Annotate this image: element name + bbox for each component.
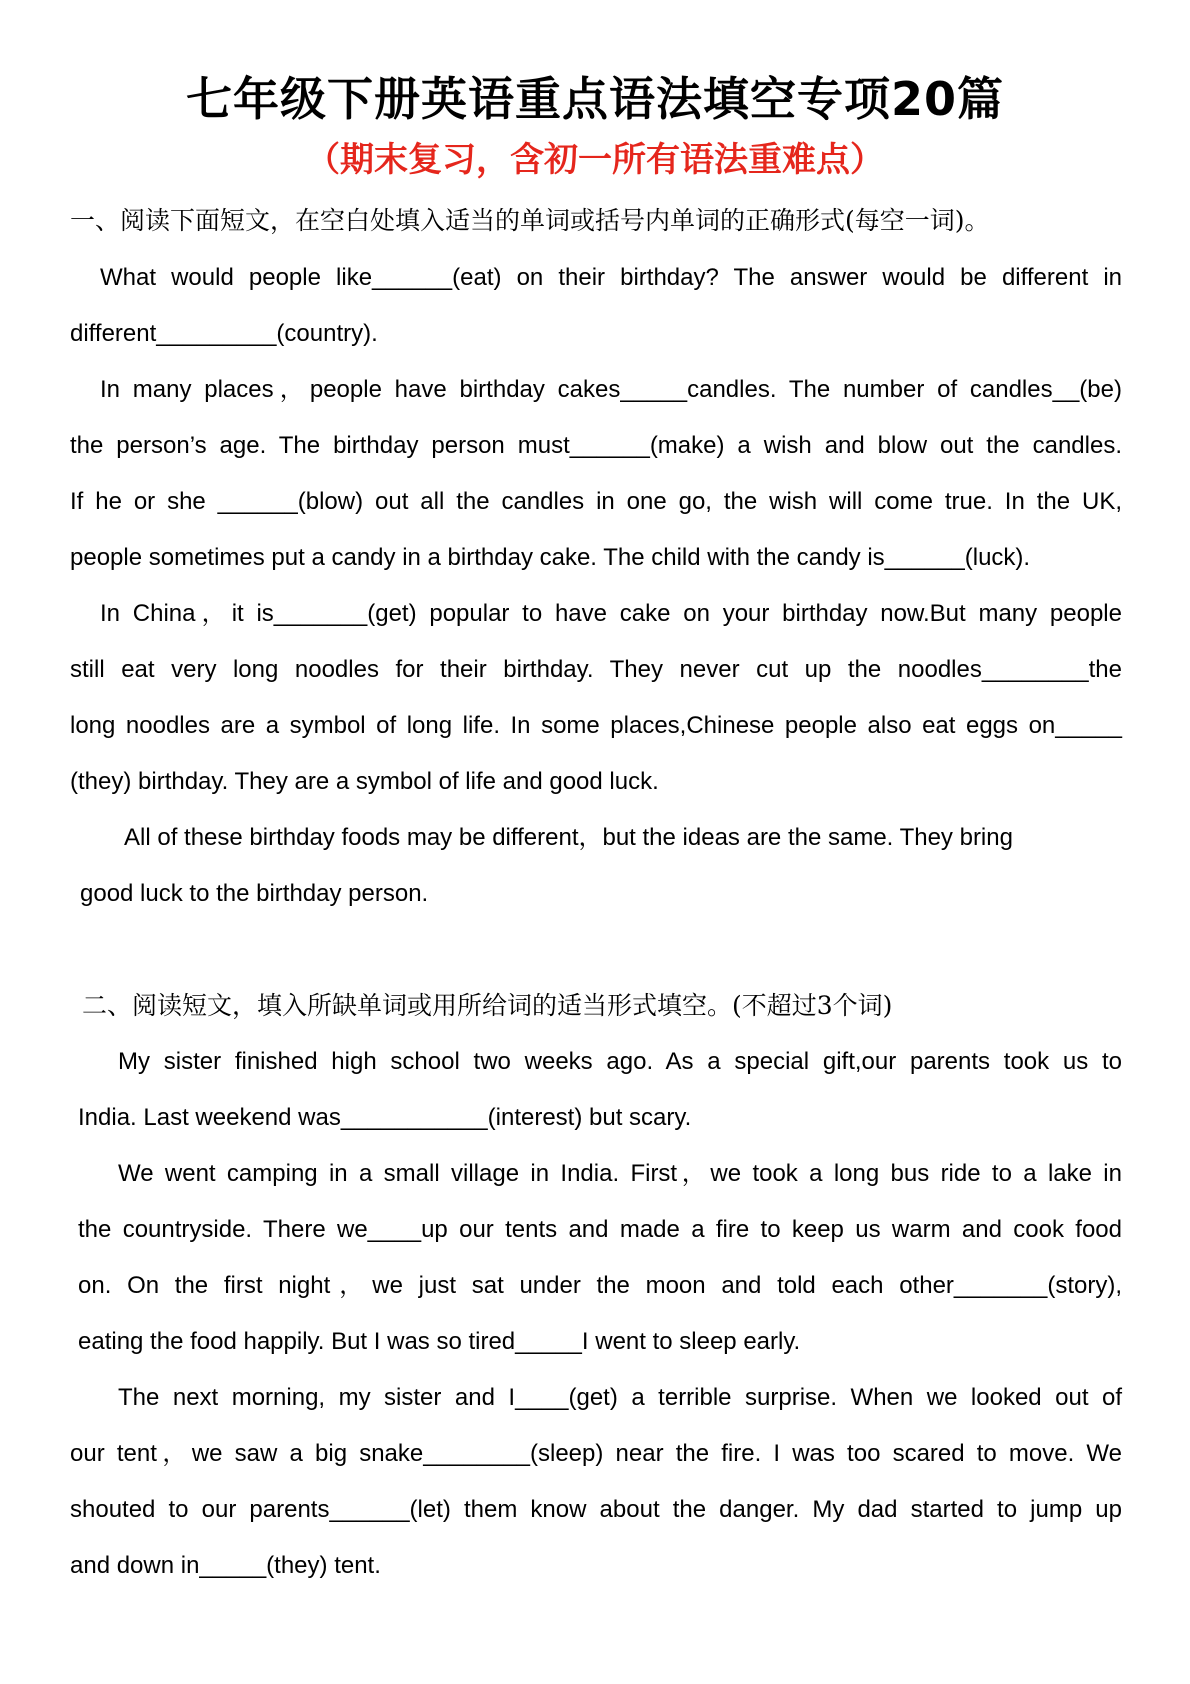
- passage-2-line: our tent，we saw a big snake________(sleep) near the fire. I was too scared to move. We: [70, 1440, 1122, 1467]
- passage-1-line: the person’s age. The birthday person must______(make) a wish and blow out the candles.: [70, 432, 1122, 459]
- section-1-heading: 一、阅读下面短文，在空白处填入适当的单词或括号内单词的正确形式(每空一词)。: [70, 206, 990, 235]
- passage-1-line: In China，it is_______(get) popular to have cake on your birthday now.But many people: [100, 600, 1122, 627]
- passage-2-line: The next morning, my sister and I____(get) a terrible surprise. When we looked out of: [118, 1384, 1122, 1411]
- passage-1-line: still eat very long noodles for their birthday. They never cut up the noodles________the: [70, 656, 1122, 683]
- passage-1-line: If he or she ______(blow) out all the candles in one go, the wish will come true. In the UK,: [70, 488, 1122, 515]
- passage-2-line: We went camping in a small village in India. First，we took a long bus ride to a lake in: [118, 1160, 1122, 1187]
- passage-1-line: (they) birthday. They are a symbol of life and good luck.: [70, 768, 659, 795]
- passage-2-line: India. Last weekend was___________(interest) but scary.: [78, 1104, 692, 1131]
- page-subtitle: （期末复习，含初一所有语法重难点）: [306, 140, 884, 180]
- section-2-heading: 二、阅读短文，填入所缺单词或用所给词的适当形式填空。(不超过3个词): [82, 991, 893, 1020]
- passage-2-line: shouted to our parents______(let) them know about the danger. My dad started to jump up: [70, 1496, 1122, 1523]
- passage-1-line: different_________(country).: [70, 320, 378, 347]
- passage-1-line: people sometimes put a candy in a birthday cake. The child with the candy is______(luck).: [70, 544, 1031, 571]
- passage-1-line: long noodles are a symbol of long life. In some places,Chinese people also eat eggs on_____: [70, 712, 1122, 739]
- passage-2-line: on. On the first night，we just sat under the moon and told each other_______(story),: [78, 1272, 1122, 1299]
- passage-1-line: good luck to the birthday person.: [80, 880, 429, 907]
- passage-2-line: My sister finished high school two weeks ago. As a special gift,our parents took us to: [118, 1048, 1122, 1075]
- passage-2-line: the countryside. There we____up our tents and made a fire to keep us warm and cook food: [78, 1216, 1122, 1243]
- passage-1-line: All of these birthday foods may be different，but the ideas are the same. They bring: [124, 824, 1013, 851]
- passage-2-line: eating the food happily. But I was so tired_____I went to sleep early.: [78, 1328, 801, 1355]
- passage-1-line: What would people like______(eat) on their birthday? The answer would be different in: [100, 264, 1122, 291]
- passage-1-line: In many places，people have birthday cakes_____candles. The number of candles__(be): [100, 376, 1122, 403]
- passage-2-line: and down in_____(they) tent.: [70, 1552, 381, 1579]
- page-title: 七年级下册英语重点语法填空专项20篇: [185, 72, 1004, 126]
